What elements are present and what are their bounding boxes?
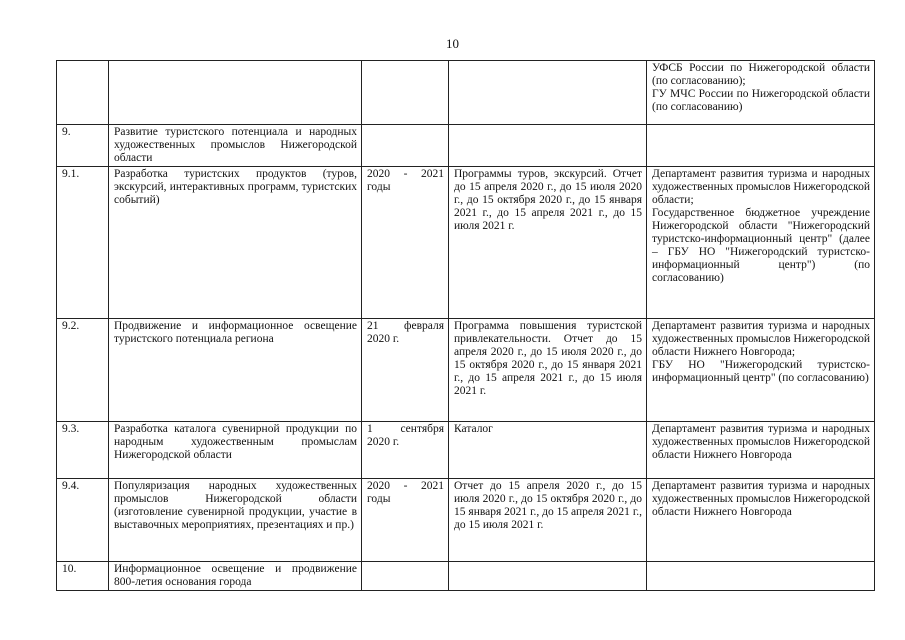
result-cell: Программы туров, экскурсий. Отчет до 15 апреля 2020 г., до 15 июля 2020 г., до 15 октября 2020 г., до 15 января 2021 г., до 15 апреля 2021 г., до 15 июля 2021 г. xyxy=(449,167,647,319)
executors-cell xyxy=(647,422,875,479)
event-cell: Разработка туристских продуктов (туров, экскурсий, интерактивных программ, туристских событий) xyxy=(109,167,362,319)
table-row xyxy=(57,167,875,319)
event-cell: Популяризация народных художественных промыслов Нижегородской области (изготовление сувенирной продукции, участие в выставочных мероприятиях, презентациях и пр.) xyxy=(109,479,362,562)
table-row xyxy=(57,562,875,591)
item-number-cell: 9.4. xyxy=(57,479,109,562)
executors-cell xyxy=(647,479,875,562)
executor-entry: Государственное бюджетное учреждение Нижегородской области "Нижегородский туристско-информационный центр" (далее – ГБУ НО "Нижегородский туристско-информационный центр") (по согласованию) xyxy=(652,207,870,284)
event-cell: Разработка каталога сувенирной продукции по народным художественным промыслам Нижегородской области xyxy=(109,422,362,479)
result-cell xyxy=(449,562,647,591)
event-cell: Информационное освещение и продвижение 800-летия основания города xyxy=(109,562,362,591)
term-cell xyxy=(362,562,449,591)
item-number-cell: 9.3. xyxy=(57,422,109,479)
table-row xyxy=(57,479,875,562)
item-number-cell xyxy=(57,61,109,125)
executor-entry: Департамент развития туризма и народных художественных промыслов Нижегородской области Нижнего Новгорода xyxy=(652,480,871,518)
result-cell: Отчет до 15 апреля 2020 г., до 15 июля 2020 г., до 15 октября 2020 г., до 15 января 2021 г., до 15 апреля 2021 г., до 15 июля 2021 г. xyxy=(449,479,647,562)
result-cell xyxy=(449,61,647,125)
term-cell xyxy=(362,125,449,167)
term-cell: 1 сентября 2020 г. xyxy=(362,422,449,479)
event-cell: Развитие туристского потенциала и народных художественных промыслов Нижегородской области xyxy=(109,125,362,167)
executors-cell xyxy=(647,61,875,125)
term-cell xyxy=(362,61,449,125)
result-cell: Каталог xyxy=(449,422,647,479)
item-number-cell: 9.1. xyxy=(57,167,109,319)
executors-cell xyxy=(647,125,875,167)
table-row xyxy=(57,125,875,167)
executor-entry: УФСБ России по Нижегородской области (по согласованию); xyxy=(652,62,870,87)
event-cell: Продвижение и информационное освещение туристского потенциала региона xyxy=(109,319,362,422)
item-number-cell: 9. xyxy=(57,125,109,167)
table-row xyxy=(57,61,875,125)
item-number-cell: 10. xyxy=(57,562,109,591)
executor-entry: Департамент развития туризма и народных художественных промыслов Нижегородской области; xyxy=(652,168,871,206)
item-number-cell: 9.2. xyxy=(57,319,109,422)
result-cell xyxy=(449,125,647,167)
executors-cell xyxy=(647,167,875,319)
executor-entry: ГБУ НО "Нижегородский туристско-информационный центр" (по согласованию) xyxy=(652,359,870,384)
executor-entry: Департамент развития туризма и народных художественных промыслов Нижегородской области Нижнего Новгорода; xyxy=(652,320,871,358)
table-row xyxy=(57,319,875,422)
page-number: 10 xyxy=(446,36,459,51)
term-cell: 21 февраля 2020 г. xyxy=(362,319,449,422)
term-cell: 2020 - 2021 годы xyxy=(362,167,449,319)
event-cell xyxy=(109,61,362,125)
plan-table xyxy=(56,60,875,591)
table-row xyxy=(57,422,875,479)
executors-cell xyxy=(647,562,875,591)
executor-entry: Департамент развития туризма и народных художественных промыслов Нижегородской области Нижнего Новгорода xyxy=(652,423,871,461)
result-cell: Программа повышения туристской привлекательности. Отчет до 15 апреля 2020 г., до 15 июля 2020 г., до 15 октября 2020 г., до 15 января 2021 г., до 15 апреля 2021 г., до 15 июля 2021 г. xyxy=(449,319,647,422)
executors-cell xyxy=(647,319,875,422)
executor-entry: ГУ МЧС России по Нижегородской области (по согласованию) xyxy=(652,88,870,113)
term-cell: 2020 - 2021 годы xyxy=(362,479,449,562)
